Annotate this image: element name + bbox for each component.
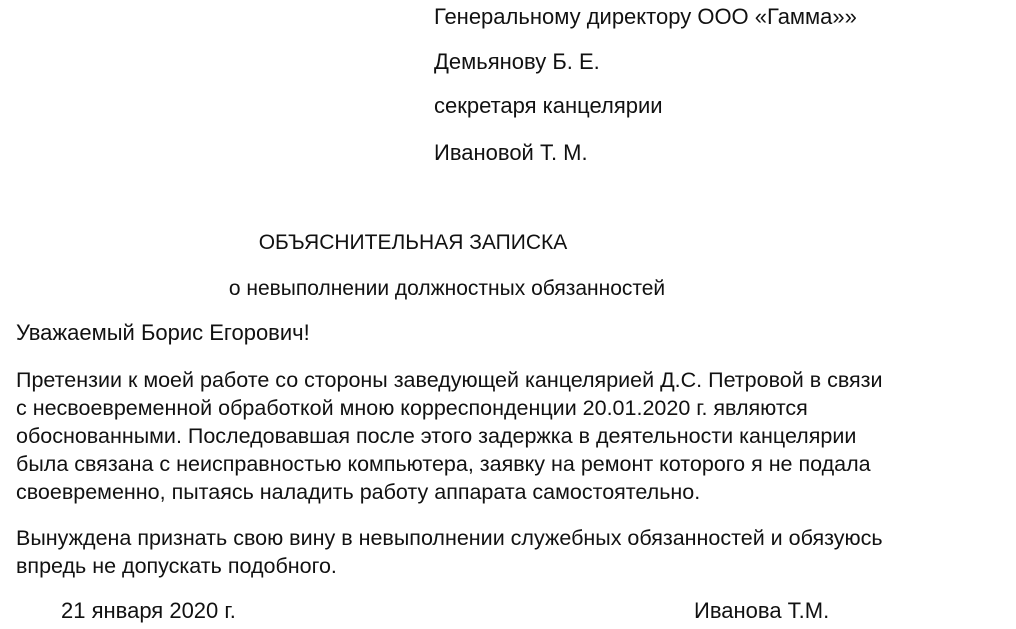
paragraph-line: впредь не допускать подобного. — [16, 554, 337, 578]
signature-name: Иванова Т.М. — [694, 598, 830, 623]
addressee-recipient-name: Демьянову Б. Е. — [434, 49, 600, 74]
paragraph-line: была связана с неисправностью компьютера, заявку на ремонт которого я не подала — [16, 452, 871, 476]
document-title: ОБЪЯСНИТЕЛЬНАЯ ЗАПИСКА — [258, 231, 568, 254]
addressee-sender-name: Ивановой Т. М. — [434, 140, 588, 165]
paragraph-line: Вынуждена признать свою вину в невыполнении служебных обязанностей и обязуюсь — [16, 526, 883, 550]
document-date: 21 января 2020 г. — [61, 598, 236, 623]
paragraph-line: Претензии к моей работе со стороны заведующей канцелярией Д.С. Петровой в связи — [16, 368, 883, 392]
paragraph-line: обоснованными. Последовавшая после этого задержка в деятельности канцелярии — [16, 424, 857, 448]
document-subtitle: о невыполнении должностных обязанностей — [228, 277, 666, 300]
body-paragraph-1 — [16, 366, 1012, 506]
addressee-recipient-title: Генеральному директору ООО «Гамма»» — [434, 4, 857, 29]
paragraph-line: своевременно, пытаясь наладить работу аппарата самостоятельно. — [16, 480, 701, 504]
body-paragraph-2 — [16, 524, 1012, 580]
paragraph-line: с несвоевременной обработкой мною корреспонденции 20.01.2020 г. являются — [16, 396, 808, 420]
addressee-sender-position: секретаря канцелярии — [434, 93, 663, 118]
salutation: Уважаемый Борис Егорович! — [16, 320, 310, 345]
